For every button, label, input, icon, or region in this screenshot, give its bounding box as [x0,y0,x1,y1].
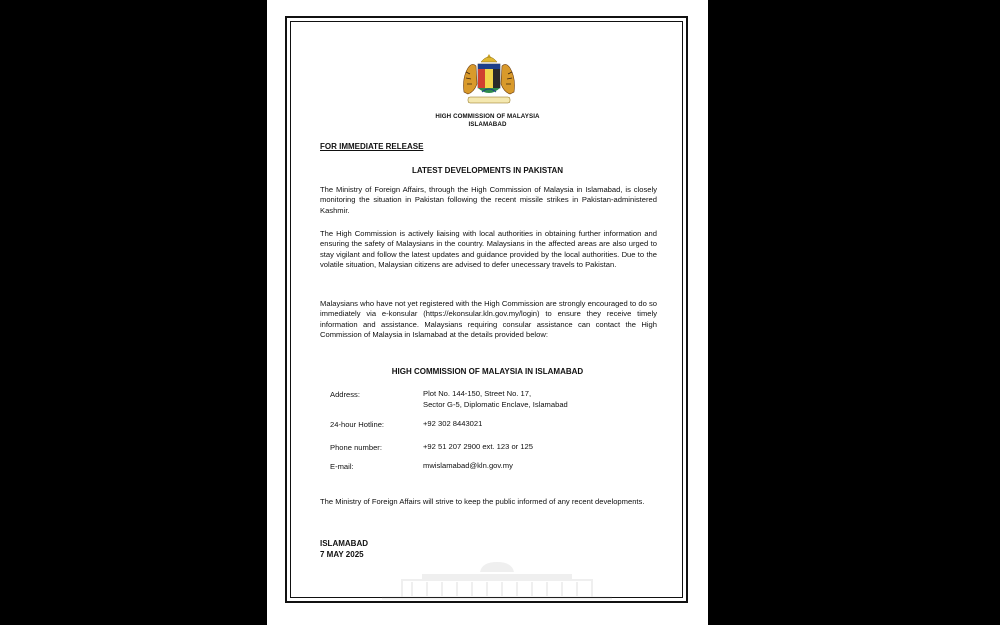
footer-date: 7 MAY 2025 [320,550,364,559]
document-title: LATEST DEVELOPMENTS IN PAKISTAN [411,166,564,175]
hotline-label: 24-hour Hotline: [330,420,385,429]
paragraph-3: Malaysians who have not yet registered with the High Commission are strongly encouraged to do so immediately via e-konsular (https://ekonsular.kln.gov.my/login) to ensure they receive timely information and assistance. Malaysians requiring consular assistance can contact the High Commission of Malaysia in Islamabad at the details provided below: [320,299,657,339]
paragraph-1: The Ministry of Foreign Affairs, through the High Commission of Malaysia in Islamabad, is closely monitoring the situation in Pakistan following the recent missile strikes in Pakistan-administered Kashmir. [320,185,657,215]
email-value: mwislamabad@kln.gov.my [423,461,513,470]
phone-value: +92 51 207 2900 ext. 123 or 125 [423,442,533,451]
address-label: Address: [330,390,360,399]
address-line-1: Plot No. 144-150, Street No. 17, [423,389,532,398]
footer-place: ISLAMABAD [320,539,368,548]
address-line-2: Sector G-5, Diplomatic Enclave, Islamabad [423,400,568,409]
phone-label: Phone number: [330,443,382,452]
release-label: FOR IMMEDIATE RELEASE [320,142,424,151]
malaysia-coat-of-arms-logo [454,50,524,110]
hotline-value: +92 302 8443021 [423,419,483,428]
paragraph-2: The High Commission is actively liaising with local authorities in obtaining further information and ensuring the safety of Malaysians in the country. Malaysians in the affected areas are also urged to stay vigilant and follow the latest updates and guidance provided by the local authorities. Due to the volatile situation, Malaysian citizens are advised to defer unecessary travels to Pakistan. [320,229,657,269]
org-city: ISLAMABAD [468,121,507,128]
closing-paragraph: The Ministry of Foreign Affairs will strive to keep the public informed of any recent developments. [320,497,645,506]
email-label: E-mail: [330,462,354,471]
document-page [267,0,708,625]
org-name: HIGH COMMISSION OF MALAYSIA [435,113,540,120]
contact-heading: HIGH COMMISSION OF MALAYSIA IN ISLAMABAD [391,367,584,376]
building-watermark [362,560,632,602]
